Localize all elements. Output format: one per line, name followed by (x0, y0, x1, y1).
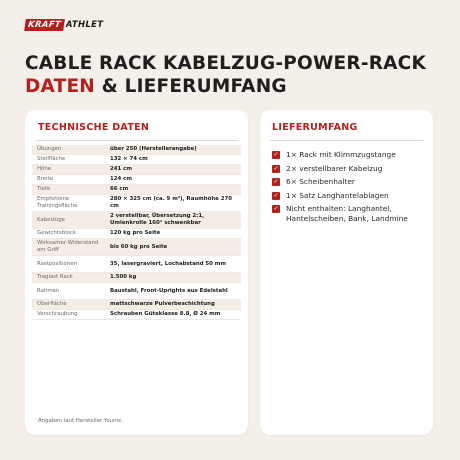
list-item-label: 1× Rack mit Klimmzugstange (286, 150, 396, 159)
brand-logo (25, 18, 103, 32)
heading-divider (35, 140, 238, 141)
spec-key: Rastpositionen (37, 260, 77, 267)
title-line-2-rest: & LIEFERUMFANG (94, 76, 287, 97)
spec-row (32, 300, 241, 310)
list-item (272, 204, 423, 224)
spec-key: Rahmen (37, 287, 60, 294)
spec-row (32, 155, 241, 165)
list-item-label: 6× Scheibenhalter (286, 177, 355, 187)
spec-value: Schrauben Güteklasse 8.8, Ø 24 mm (110, 311, 221, 318)
list-item (272, 150, 423, 160)
checkbox-check-icon: ✓ (273, 164, 279, 172)
spec-row (32, 212, 241, 229)
spec-row (32, 145, 241, 155)
heading-divider (270, 140, 423, 141)
spec-value: 1.500 kg (110, 274, 137, 281)
spec-value: 132 × 74 cm (110, 156, 148, 163)
spec-row (32, 185, 241, 195)
spec-value: über 250 (Herstellerangabe) (110, 146, 197, 153)
spec-row (32, 175, 241, 185)
spec-row (32, 283, 241, 300)
page-title (25, 52, 426, 98)
spec-key: Übungen (37, 146, 62, 153)
list-item-label: 2× verstellbarer Kabelzug (286, 163, 383, 173)
title-line-2 (25, 75, 426, 98)
technical-data-card (25, 110, 248, 435)
spec-key: Wirksamer Widerstand am Griff (37, 240, 99, 253)
spec-row (32, 195, 241, 212)
spec-key: Traglast Rack (37, 274, 73, 281)
list-item-label: Nicht enthalten: Langhantel, Hantelscheiben, Bank, Landmine (286, 204, 408, 224)
checkbox-check-icon: ✓ (273, 178, 279, 186)
spec-row (32, 229, 241, 239)
list-item-label: 1× Satz Langhantelablagen (286, 190, 389, 200)
checkbox-check-icon: ✓ (273, 191, 279, 199)
logo-athlet: ATHLET (65, 20, 104, 30)
title-highlight: DATEN (25, 76, 95, 97)
spec-value: mattschwarze Pulverbeschichtung (110, 301, 215, 308)
spec-key: Breite (37, 176, 54, 183)
spec-value: 2 verstellbar, Übersetzung 2:1, Umlenkrolle 160° schwenkbar (110, 213, 205, 226)
list-item (272, 164, 423, 174)
spec-key: Verschraubung (37, 311, 78, 318)
footnote: Angaben laut Hersteller Younix. (38, 418, 123, 424)
list-item (272, 177, 423, 187)
spec-key: Stellfläche (37, 156, 66, 163)
spec-key: Tiefe (37, 186, 51, 193)
spec-value: 66 cm (110, 186, 129, 193)
spec-value: 124 cm (110, 176, 132, 183)
technical-data-heading: TECHNISCHE DATEN (38, 122, 150, 133)
delivery-scope-heading: LIEFERUMFANG (272, 122, 358, 133)
checkbox-check-icon: ✓ (273, 151, 279, 158)
spec-row (32, 273, 241, 283)
spec-value: Baustahl, Front-Uprights aus Edelstahl (110, 287, 228, 294)
list-item (272, 191, 423, 201)
delivery-list (272, 150, 423, 224)
delivery-scope-card (260, 110, 433, 435)
logo-kraft: KRAFT (24, 19, 65, 31)
spec-key: Gewichtsblock (37, 230, 77, 237)
spec-key: Höhe (37, 166, 52, 173)
spec-value: 241 cm (110, 166, 132, 173)
spec-value: bis 60 kg pro Seite (110, 243, 168, 250)
checkbox-check-icon: ✓ (273, 205, 279, 213)
spec-row (32, 256, 241, 273)
spec-table (32, 145, 241, 320)
spec-row (32, 239, 241, 256)
title-line-1: CABLE RACK KABELZUG-POWER-RACK (25, 53, 426, 74)
spec-value: 120 kg pro Seite (110, 230, 161, 237)
spec-key: Kabelzüge (37, 216, 65, 223)
spec-key: Empfohlene Trainingsfläche (37, 196, 78, 209)
spec-value: 35, lasergraviert, Lochabstand 50 mm (110, 260, 227, 267)
spec-key: Oberfläche (37, 301, 67, 308)
spec-row (32, 310, 241, 320)
spec-value: 280 × 325 cm (ca. 9 m²), Raumhöhe 270 cm (110, 196, 232, 209)
spec-row (32, 165, 241, 175)
